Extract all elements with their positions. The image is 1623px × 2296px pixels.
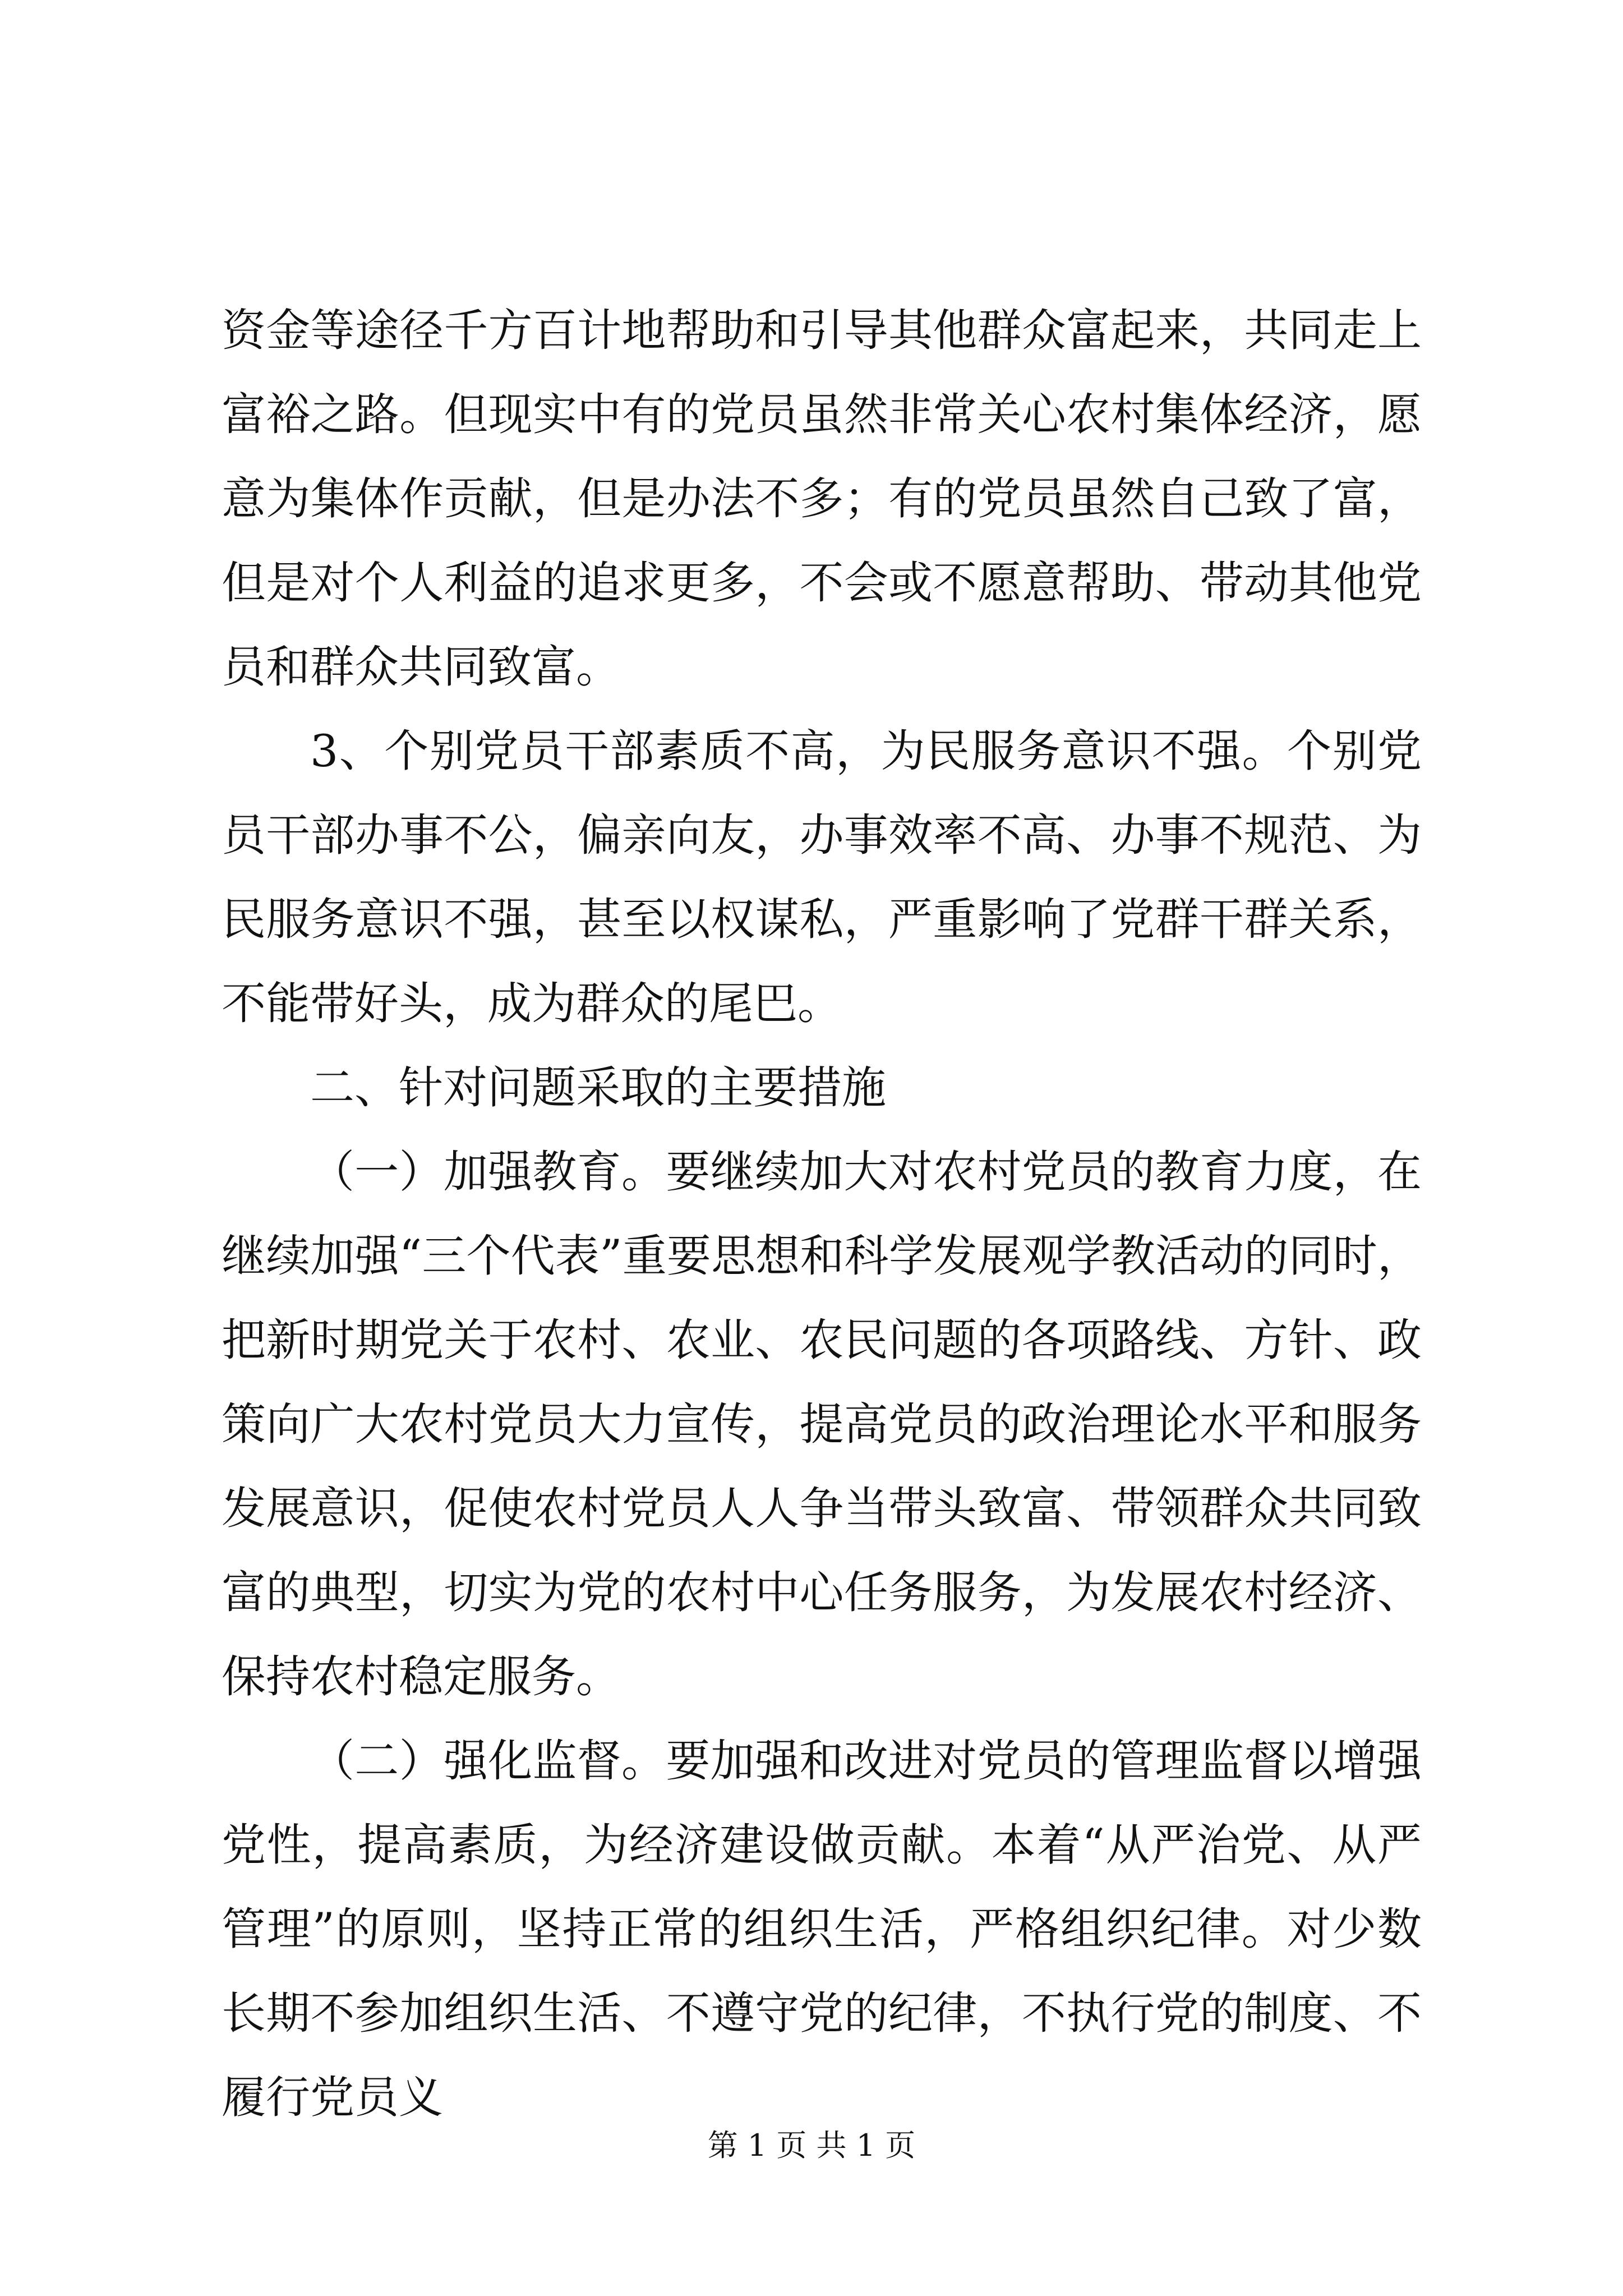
paragraph-continued: 资金等途径千方百计地帮助和引导其他群众富起来，共同走上富裕之路。但现实中有的党员虽然非常关心农村集体经济，愿意为集体作贡献，但是办法不多；有的党员虽然自己致了富，但是对个人利益的追求更多，不会或不愿意帮助、带动其他党员和群众共同致富。 (222, 305, 1422, 693)
page-footer: 第 1 页 共 1 页 (707, 2128, 916, 2163)
section-heading-2: 二、针对问题采取的主要措施 (310, 1062, 886, 1114)
document-body (222, 288, 1422, 2139)
paragraph-measure-2: （二）强化监督。要加强和改进对党员的管理监督以增强党性，提高素质，为经济建设做贡献。本着“从严治党、从严管理”的原则，坚持正常的组织生活，严格组织纪律。对少数长期不参加组织生活、不遵守党的纪律，不执行党的制度、不履行党员义 (222, 1735, 1422, 2123)
paragraph-point-3: 3、个别党员干部素质不高，为民服务意识不强。个别党员干部办事不公，偏亲向友，办事效率不高、办事不规范、为民服务意识不强，甚至以权谋私，严重影响了党群干群关系，不能带好头，成为群众的尾巴。 (222, 725, 1422, 1029)
paragraph-measure-1: （一）加强教育。要继续加大对农村党员的教育力度，在继续加强“三个代表”重要思想和科学发展观学教活动的同时，把新时期党关于农村、农业、农民问题的各项路线、方针、政策向广大农村党员大力宣传，提高党员的政治理论水平和服务发展意识，促使农村党员人人争当带头致富、带领群众共同致富的典型，切实为党的农村中心任务服务，为发展农村经济、保持农村稳定服务。 (222, 1146, 1422, 1703)
